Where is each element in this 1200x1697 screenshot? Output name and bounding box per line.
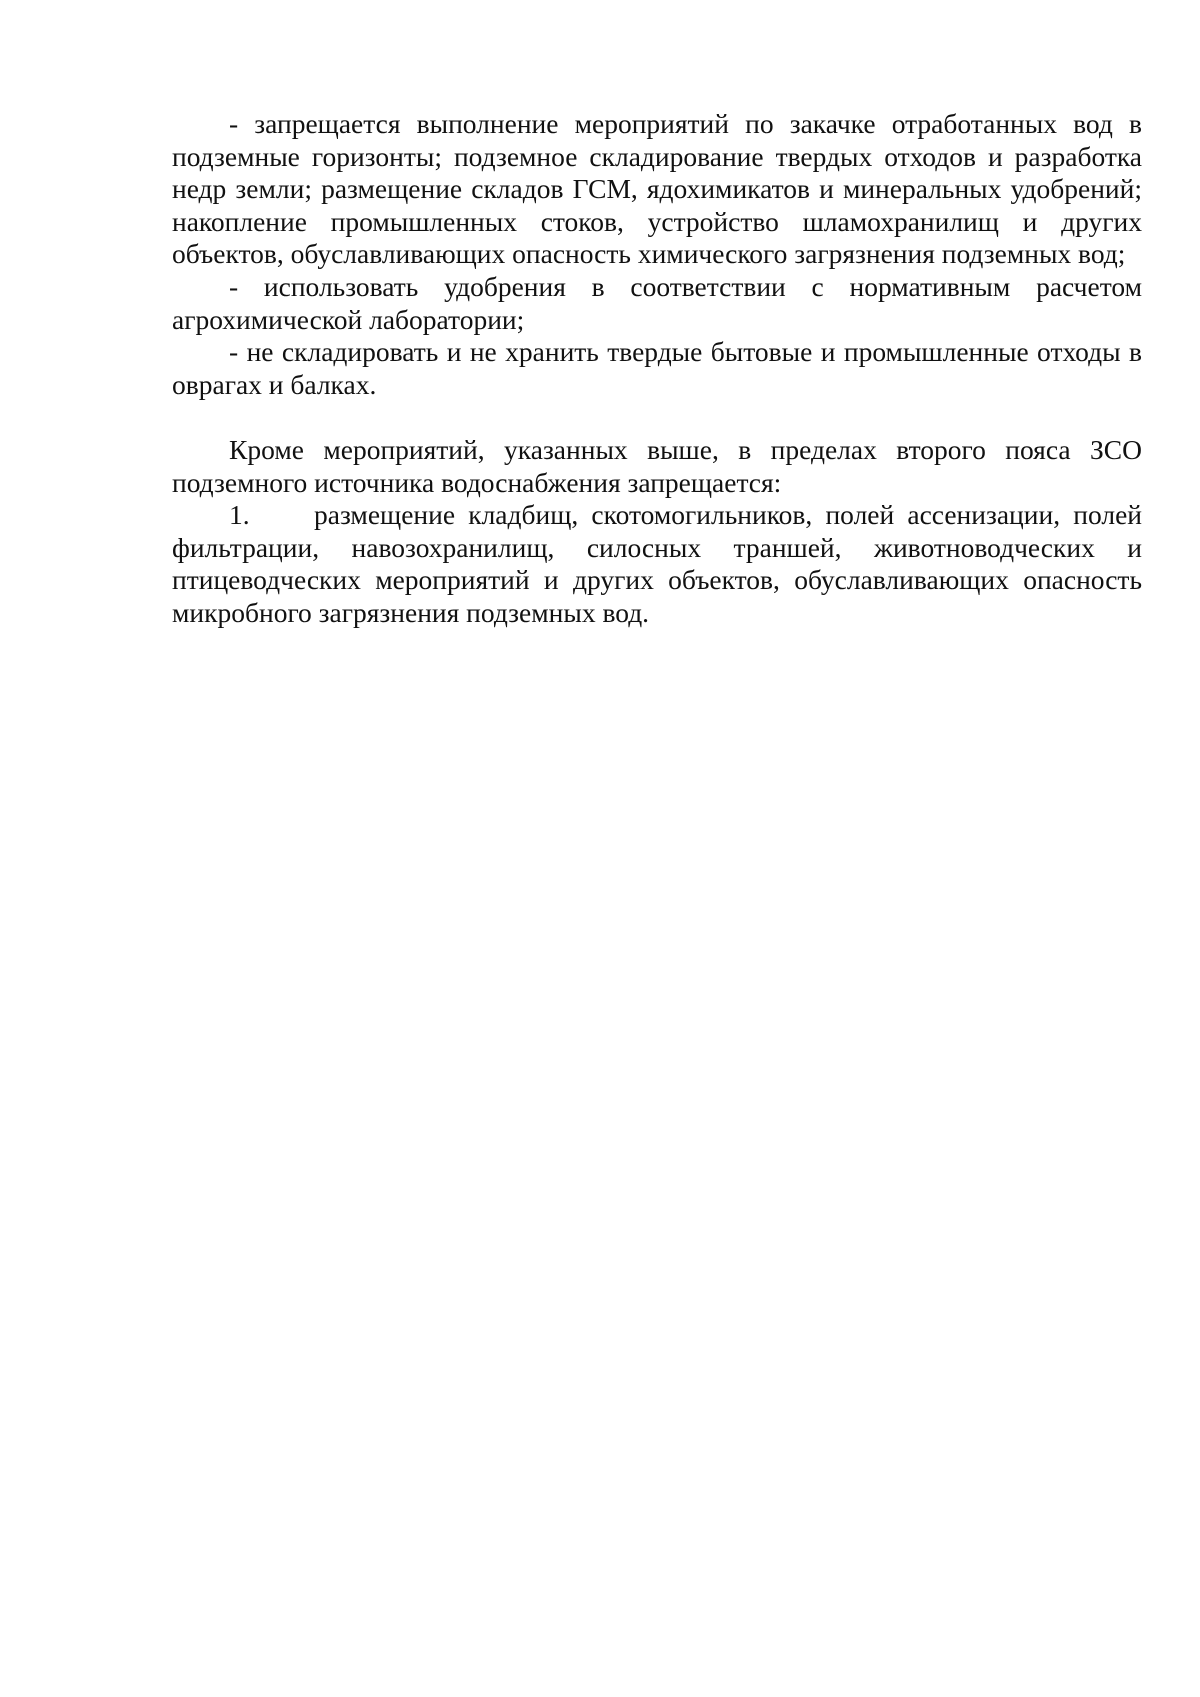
list-item-text: размещение кладбищ, скотомогильников, полей ассенизации, полей фильтрации, навозохранилищ, силосных траншей, животноводческих и птицеводческих мероприятий и других объектов, обуславливающих опасность микробного загрязнения подземных вод. [172,499,1142,628]
paragraph-gap [172,401,1142,434]
bullet-paragraph-1: - запрещается выполнение мероприятий по закачке отработанных вод в подземные горизонты; подземное складирование твердых отходов и разработка недр земли; размещение складов ГСМ, ядохимикатов и минеральных удобрений; накопление промышленных стоков, устройство шламохранилищ и других объектов, обуславливающих опасность химического загрязнения подземных вод; [172,108,1142,270]
intro-paragraph: Кроме мероприятий, указанных выше, в пределах второго пояса ЗСО подземного источника водоснабжения запрещается: [172,433,1142,498]
list-item-number: 1. [229,499,250,531]
bullet-paragraph-2: - использовать удобрения в соответствии с нормативным расчетом агрохимической лаборатории; [172,270,1142,335]
numbered-list-item-1 [172,499,1142,629]
document-body [172,108,1142,630]
bullet-paragraph-3: - не складировать и не хранить твердые бытовые и промышленные отходы в оврагах и балках. [172,336,1142,400]
